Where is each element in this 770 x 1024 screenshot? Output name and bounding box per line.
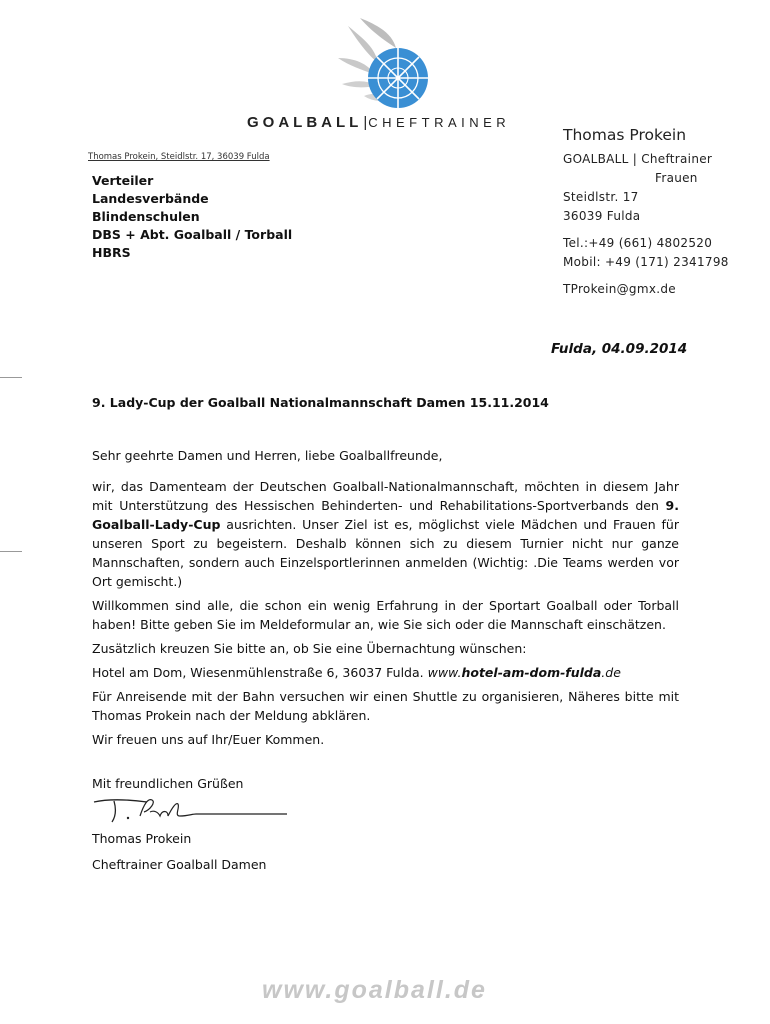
footer-url[interactable]: www.goalball.de: [262, 976, 487, 1004]
contact-mobile: Mobil: +49 (171) 2341798: [563, 255, 729, 269]
paragraph: Wir freuen uns auf Ihr/Euer Kommen.: [92, 732, 325, 747]
fold-mark: [0, 551, 22, 552]
letter-date: Fulda, 04.09.2014: [551, 341, 688, 357]
signer-name: Thomas Prokein: [92, 831, 192, 846]
letter-subject: 9. Lady-Cup der Goalball Nationalmannschaft Damen 15.11.2014: [92, 395, 549, 410]
paragraph: Zusätzlich kreuzen Sie bitte an, ob Sie eine Übernachtung wünschen:: [92, 641, 527, 656]
hotel-link[interactable]: www.hotel-am-dom-fulda.de: [427, 665, 621, 680]
contact-phone: Tel.:+49 (661) 4802520: [563, 236, 713, 250]
paragraph: Hotel am Dom, Wiesenmühlenstraße 6, 36037 Fulda. www.hotel-am-dom-fulda.de: [92, 665, 621, 680]
recipient-block: [92, 172, 292, 262]
signature-image: [92, 790, 292, 826]
goalball-logo: [320, 18, 455, 114]
contact-city: 36039 Fulda: [563, 209, 641, 223]
brand-wordmark: GOALBALL|CHEFTRAINER: [247, 114, 511, 131]
closing: Mit freundlichen Grüßen: [92, 776, 244, 791]
paragraph: Für Anreisende mit der Bahn versuchen wir einen Shuttle zu organisieren, Näheres bitte mit Thomas Prokein nach der Meldung abklären.: [92, 689, 679, 723]
paragraph: wir, das Damenteam der Deutschen Goalball-Nationalmannschaft, möchten in diesem Jahr mit Unterstützung des Hessischen Behinderten- und Rehabilitations-Sportverbands den 9. Goalball-Lady-Cup ausrichten. Unser Ziel ist es, möglichst viele Mädchen und Frauen für unseren Sport zu begeistern. Deshalb können sich zu diesem Turnier nicht nur ganze Mannschaften, sondern auch Einzelsportlerinnen anmelden (Wichtig: .Die Teams werden vor Ort gemischt.): [92, 479, 679, 589]
contact-role: GOALBALL | Cheftrainer: [563, 152, 713, 166]
contact-email[interactable]: TProkein@gmx.de: [563, 282, 676, 296]
contact-name: Thomas Prokein: [563, 126, 687, 144]
contact-role-team: Frauen: [655, 171, 698, 185]
recipient-line: Verteiler: [92, 173, 154, 188]
salutation: Sehr geehrte Damen und Herren, liebe Goalballfreunde,: [92, 448, 443, 463]
sender-return-address: Thomas Prokein, Steidlstr. 17, 36039 Fulda: [88, 152, 270, 162]
recipient-line: Blindenschulen: [92, 209, 200, 224]
recipient-line: DBS + Abt. Goalball / Torball: [92, 227, 293, 242]
contact-street: Steidlstr. 17: [563, 190, 639, 204]
contact-block: [563, 126, 753, 299]
recipient-line: HBRS: [92, 245, 131, 260]
recipient-line: Landesverbände: [92, 191, 209, 206]
paragraph: Willkommen sind alle, die schon ein wenig Erfahrung in der Sportart Goalball oder Torball haben! Bitte geben Sie im Meldeformular an, wie Sie sich oder die Mannschaft einschätzen.: [92, 598, 679, 632]
letter-body: [92, 446, 679, 754]
signer-role: Cheftrainer Goalball Damen: [92, 857, 267, 872]
fold-mark: [0, 377, 22, 378]
